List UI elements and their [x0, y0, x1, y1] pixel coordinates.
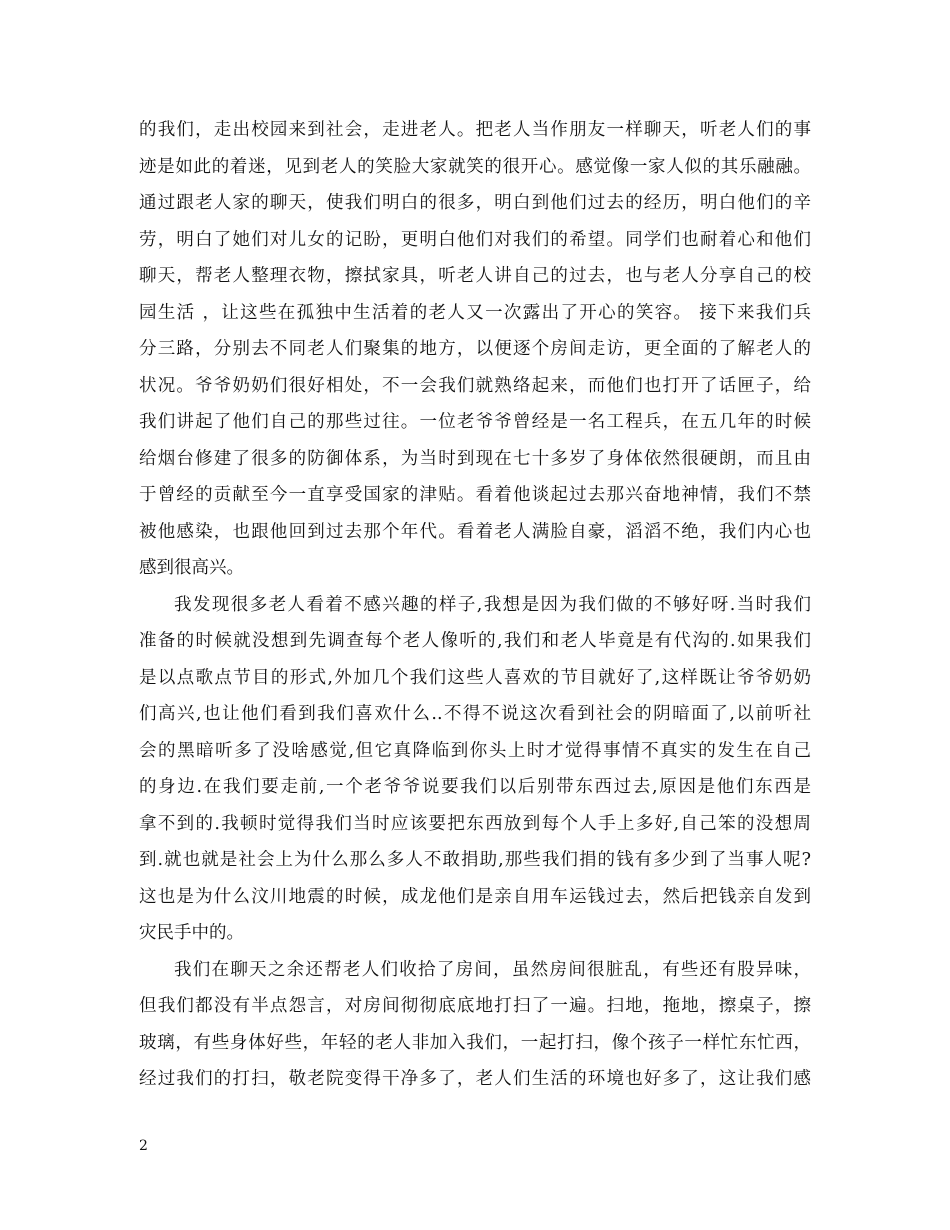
text-line: 灾民手中的。 [139, 923, 244, 943]
paragraph [139, 952, 811, 1098]
text-line: 的身边.在我们要走前,一个老爷爷说要我们以后别带东西过去,原因是他们东西是 [139, 777, 811, 797]
text-line: 准备的时候就没想到先调查每个老人像听的,我们和老人毕竟是有代沟的.如果我们 [139, 631, 811, 651]
text-line: 于曾经的贡献至今一直享受国家的津贴。看着他谈起过去那兴奋地神情，我们不禁 [139, 485, 811, 505]
paragraph [139, 587, 811, 952]
paragraph [139, 112, 811, 587]
text-line: 这也是为什么汶川地震的时候，成龙他们是亲自用车运钱过去，然后把钱亲自发到 [139, 886, 811, 907]
text-line: 我们在聊天之余还帮老人们收拾了房间，虽然房间很脏乱，有些还有股异味， [174, 959, 811, 980]
page-number: 2 [139, 1138, 148, 1154]
text-line: 经过我们的打扫，敬老院变得干净多了，老人们生活的环境也好多了，这让我们感 [139, 1069, 811, 1089]
text-line: 我们讲起了他们自己的那些过往。一位老爷爷曾经是一名工程兵，在五几年的时候 [139, 412, 811, 432]
text-line: 到.就也就是社会上为什么那么多人不敢捐助,那些我们捐的钱有多少到了当事人呢? [139, 850, 811, 870]
text-line: 玻璃，有些身体好些，年轻的老人非加入我们，一起打扫，像个孩子一样忙东忙西， [139, 1032, 811, 1053]
text-line: 园生活 ，让这些在孤独中生活着的老人又一次露出了开心的笑容。 接下来我们兵 [139, 302, 811, 323]
text-line: 被他感染，也跟他回到过去那个年代。看着老人满脸自豪，滔滔不绝，我们内心也 [139, 521, 811, 542]
text-line: 分三路，分别去不同老人们聚集的地方，以便逐个房间走访，更全面的了解老人的 [139, 339, 811, 359]
text-line: 感到很高兴。 [139, 558, 244, 578]
text-line: 是以点歌点节目的形式,外加几个我们这些人喜欢的节目就好了,这样既让爷爷奶奶 [139, 667, 811, 688]
text-line: 拿不到的.我顿时觉得我们当时应该要把东西放到每个人手上多好,自己笨的没想周 [139, 813, 811, 834]
text-line: 给烟台修建了很多的防御体系，为当时到现在七十多岁了身体依然很硬朗，而且由 [139, 448, 811, 469]
text-line: 会的黑暗听多了没啥感觉,但它真降临到你头上时才觉得事情不真实的发生在自己 [139, 740, 811, 761]
text-line: 聊天，帮老人整理衣物，擦拭家具，听老人讲自己的过去，也与老人分享自己的校 [139, 266, 811, 286]
body-text [139, 112, 811, 1098]
text-line: 我发现很多老人看着不感兴趣的样子,我想是因为我们做的不够好呀.当时我们 [174, 594, 811, 615]
text-line: 们高兴,也让他们看到我们喜欢什么..不得不说这次看到社会的阴暗面了,以前听社 [139, 704, 811, 724]
text-line: 劳，明白了她们对儿女的记盼，更明白他们对我们的希望。同学们也耐着心和他们 [139, 229, 811, 250]
text-line: 但我们都没有半点怨言，对房间彻彻底底地打扫了一遍。扫地，拖地，擦桌子，擦 [139, 996, 811, 1016]
text-line: 状况。爷爷奶奶们很好相处，不一会我们就熟络起来，而他们也打开了话匣子，给 [139, 375, 811, 396]
text-line: 迹是如此的着迷，见到老人的笑脸大家就笑的很开心。感觉像一家人似的其乐融融。 [139, 156, 811, 177]
text-line: 的我们，走出校园来到社会，走进老人。把老人当作朋友一样聊天，听老人们的事 [139, 120, 811, 140]
text-line: 通过跟老人家的聊天，使我们明白的很多，明白到他们过去的经历，明白他们的辛 [139, 193, 811, 213]
